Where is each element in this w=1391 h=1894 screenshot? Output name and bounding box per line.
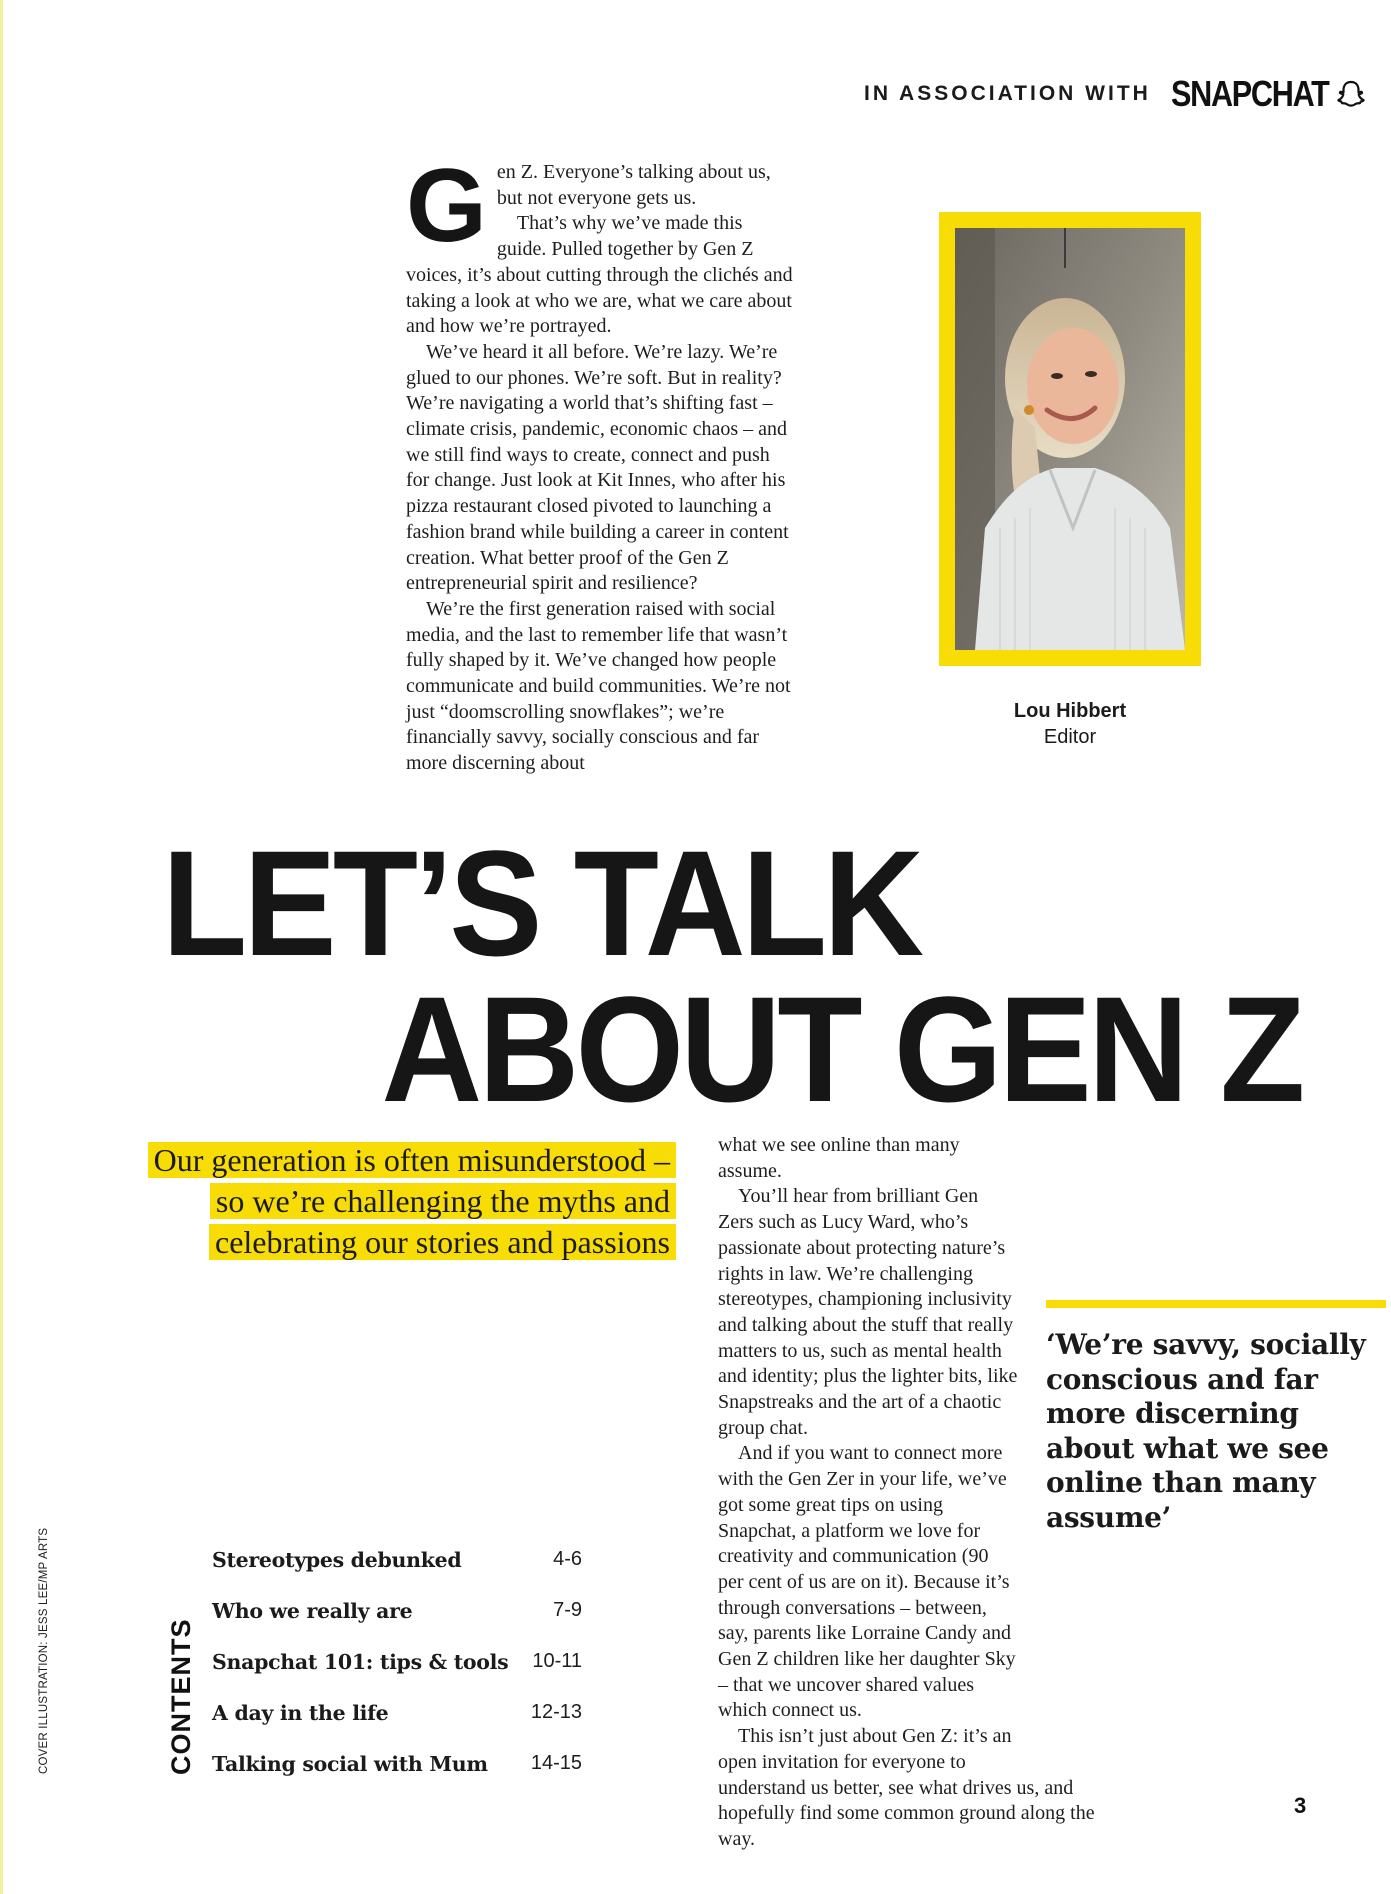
body-paragraph: This isn’t just about Gen Z: it’s an open invitation for everyone to understand us better, see what drives us, and hopefully find some common ground along the way.	[718, 1725, 1095, 1850]
ghost-icon	[1336, 79, 1366, 109]
editor-photo-frame	[939, 212, 1201, 666]
snapchat-logo	[1171, 73, 1366, 115]
editor-role: Editor	[1043, 726, 1097, 748]
body-paragraph: You’ll hear from brilliant Gen Zers such as Lucy Ward, who’s passionate about protecting nature’s rights in law. We’re challenging stereotypes, championing inclusivity and talking about the stuff that really matters to us, such as mental health and identity; plus the lighter bits, like Snapstreaks and the art of a chaotic group chat.	[718, 1185, 1018, 1439]
pull-quote-rule	[1046, 1300, 1386, 1308]
contents-item[interactable]	[212, 1534, 582, 1585]
contents-item-title: Talking social with Mum	[212, 1751, 488, 1776]
contents-item-pages: 12-13	[530, 1701, 582, 1723]
contents-item-pages: 4-6	[553, 1548, 582, 1570]
page-edge-line	[0, 0, 3, 1894]
contents-item-pages: 7-9	[553, 1599, 582, 1621]
pull-quote: ‘We’re savvy, socially conscious and far more discerning about what we see online than many assume’	[1046, 1328, 1366, 1534]
intro-paragraph: That’s why we’ve made this guide. Pulled together by Gen Z voices, it’s about cutting through the clichés and taking a look at who we are, what we care about and how we’re portrayed.	[406, 212, 793, 338]
contents-item-title: Who we really are	[212, 1598, 413, 1623]
contents-item-title: Stereotypes debunked	[212, 1547, 462, 1572]
headline-line-1: LET’S TALK	[162, 819, 921, 987]
editor-photo	[955, 228, 1185, 650]
photo-caption	[939, 698, 1201, 750]
intro-paragraph: en Z. Everyone’s talking about us, but not everyone gets us.	[496, 161, 771, 209]
intro-paragraph: We’re the first generation raised with social media, and the last to remember life that wasn’t fully shaped by it. We’ve changed how people communicate and build communities. We’re not just “doomscrolling snowflakes”; we’re financially savvy, socially conscious and far more discerning about	[406, 597, 791, 775]
association-label: IN ASSOCIATION WITH	[864, 82, 1151, 105]
contents-label: CONTENTS	[166, 1618, 196, 1775]
intro-paragraph: We’ve heard it all before. We’re lazy. We’re glued to our phones. We’re soft. But in reality? We’re navigating a world that’s shifting fast – climate crisis, pandemic, economic chaos – and we still find ways to create, connect and push for change. Just look at Kit Innes, who after his pizza restaurant closed pivoted to launching a fashion brand while building a career in content creation. What better proof of the Gen Z entrepreneurial spirit and resilience?	[406, 340, 789, 595]
intro-column	[406, 148, 796, 777]
sponsor-header	[864, 73, 1329, 114]
standfirst	[120, 1140, 676, 1263]
contents-item-title: A day in the life	[212, 1700, 389, 1725]
contents-item[interactable]	[212, 1636, 582, 1687]
page-number: 3	[1294, 1793, 1307, 1818]
contents-item-pages: 14-15	[530, 1752, 582, 1774]
contents-item-pages: 10-11	[532, 1650, 582, 1672]
headline	[162, 819, 1322, 1133]
body-paragraph: And if you want to connect more with the Gen Zer in your life, we’ve got some great tips on using Snapchat, a platform we love for creativity and communication (90 per cent of us are on it). Because it’s through conversations – between, say, parents like Lorraine Candy and Gen Z children like her daughter Sky – that we uncover shared values which connect us.	[718, 1442, 1016, 1722]
illustration-credit: COVER ILLUSTRATION: JESS LEE/MP ARTS	[38, 1527, 50, 1774]
headline-line-2: ABOUT GEN Z	[381, 965, 1302, 1133]
editor-name: Lou Hibbert	[1013, 700, 1127, 722]
contents-item[interactable]	[212, 1585, 582, 1636]
contents-item-title: Snapchat 101: tips & tools	[212, 1649, 509, 1674]
drop-cap: G	[406, 148, 487, 264]
contents-list	[212, 1534, 582, 1789]
standfirst-text: Our generation is often misunderstood – so we’re challenging the myths and celebrating our stories and passions	[148, 1142, 676, 1260]
contents-item[interactable]	[212, 1738, 582, 1789]
brand-name: SNAPCHAT	[1170, 73, 1329, 114]
body-paragraph: what we see online than many assume.	[718, 1134, 960, 1182]
contents-item[interactable]	[212, 1687, 582, 1738]
